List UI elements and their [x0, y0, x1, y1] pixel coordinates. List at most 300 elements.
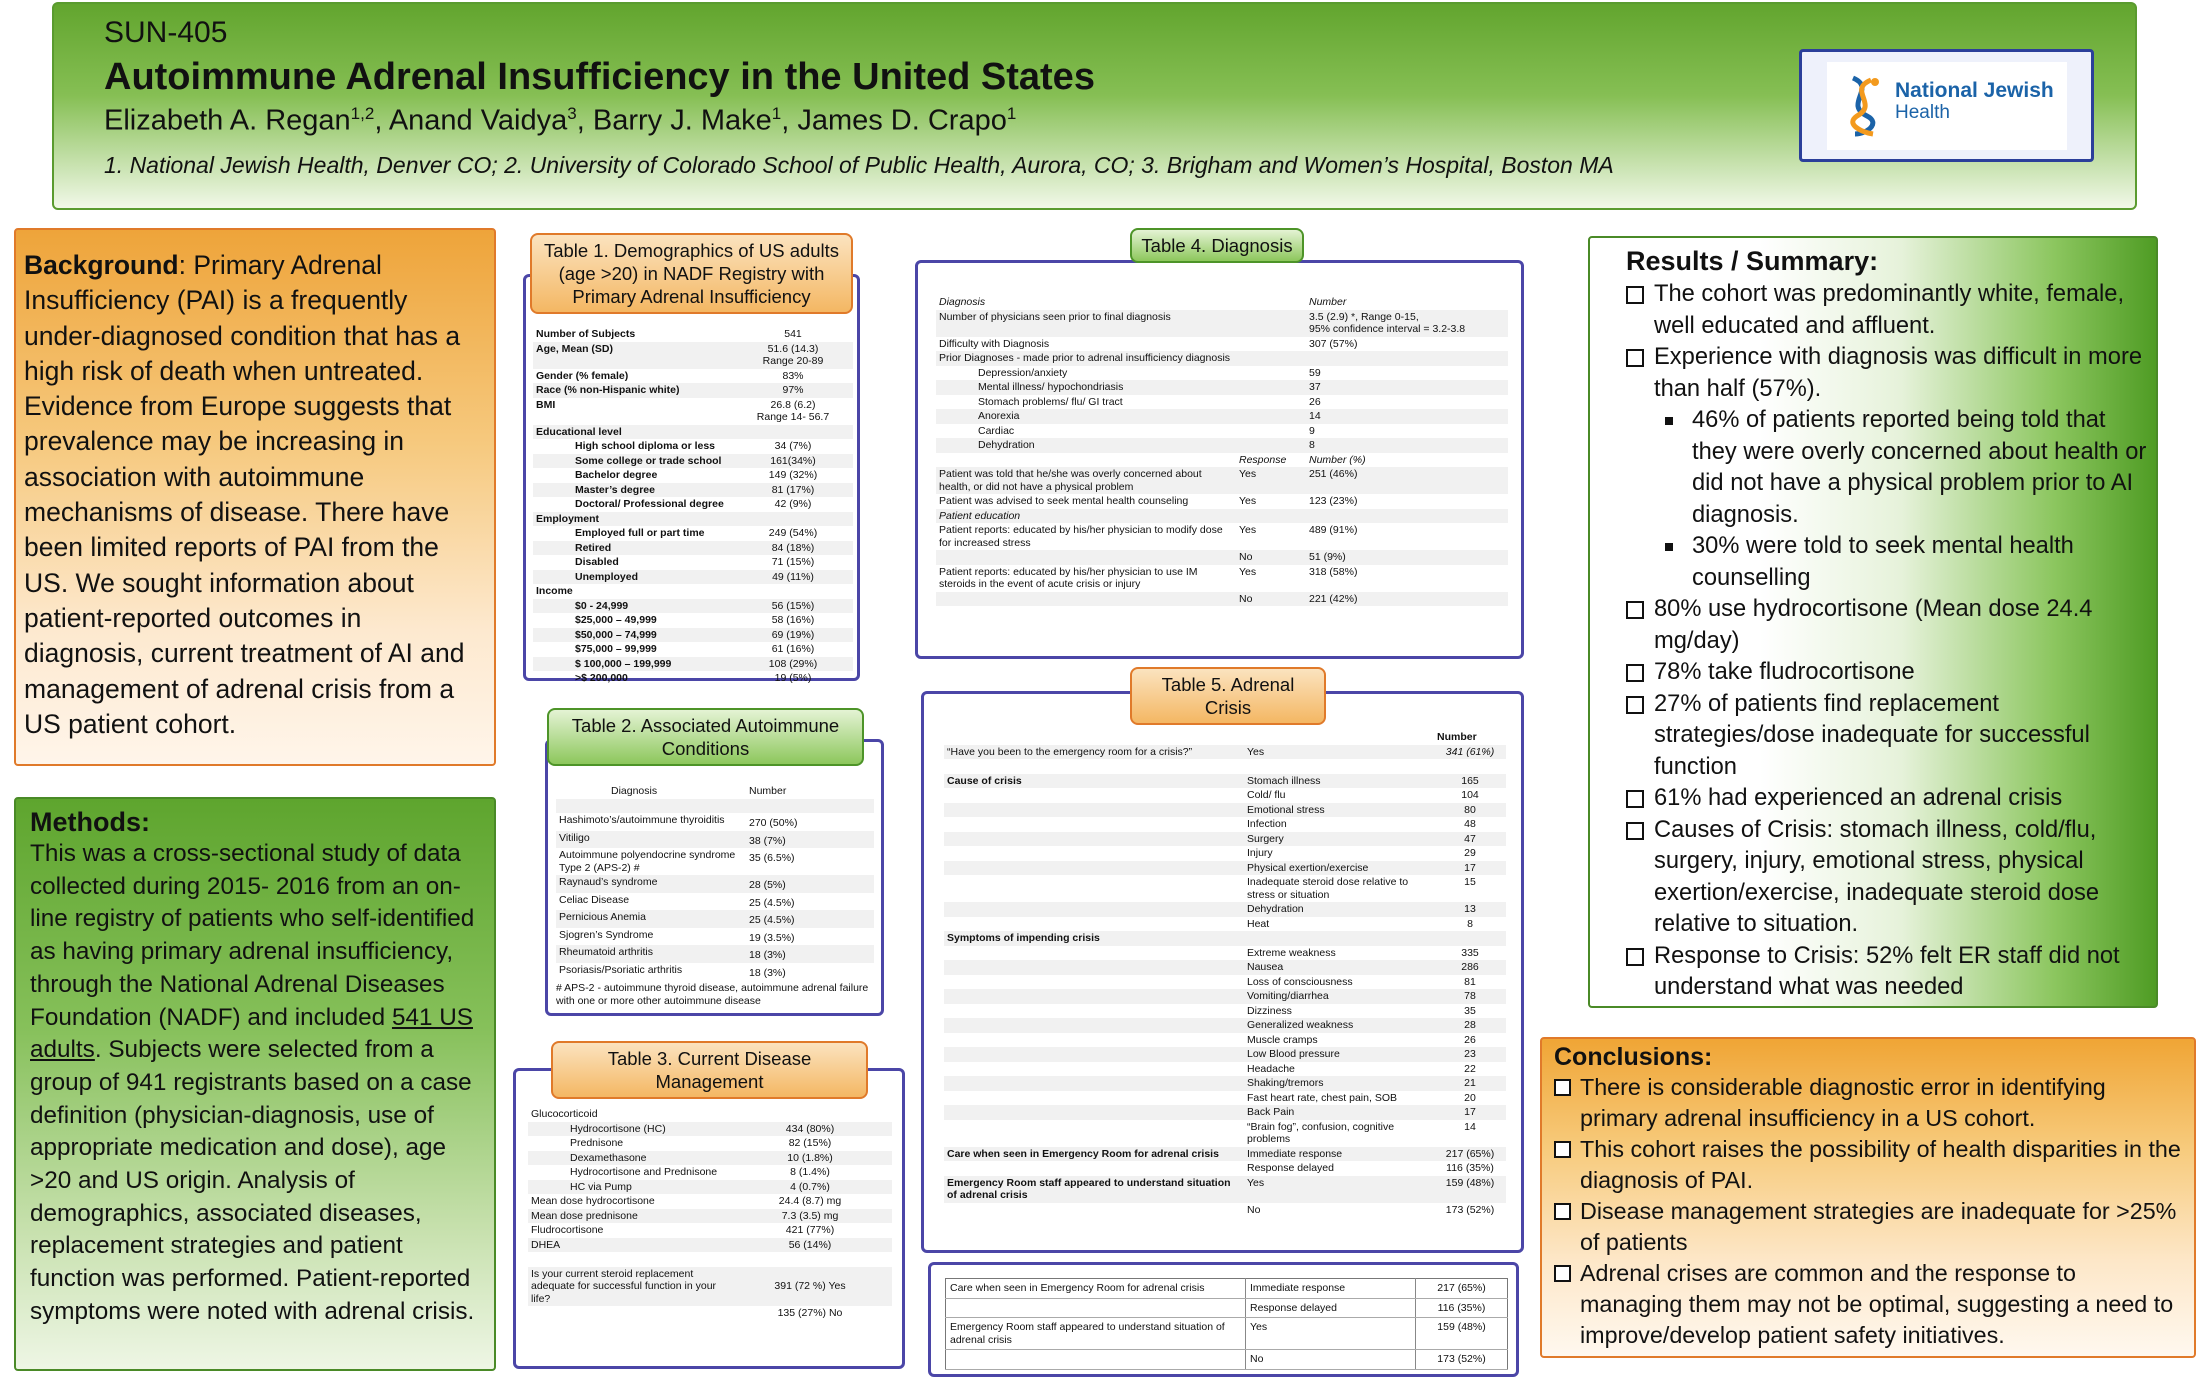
table4-label: Anorexia: [936, 409, 1236, 424]
table-row: [533, 483, 853, 498]
poster-affiliations: 1. National Jewish Health, Denver CO; 2. University of Colorado School of Public Health, Aurora, CO; 3. Brigham and Women’s Hospital, Boston MA: [104, 152, 1614, 178]
table5-response: Vomiting/diarrhea: [1244, 989, 1434, 1004]
table5-value: 13: [1434, 902, 1506, 917]
table1-value: 108 (29%): [733, 657, 853, 672]
table2-value: 38 (7%): [746, 831, 874, 849]
er-summary-value: 217 (65%): [1416, 1279, 1508, 1299]
table3-label: HC via Pump: [528, 1180, 728, 1195]
table5-response: Muscle cramps: [1247, 1033, 1318, 1046]
logo-line2: Health: [1895, 102, 1950, 123]
table-row: [944, 803, 1506, 818]
table-row: [533, 454, 853, 469]
table-row: [533, 327, 853, 342]
table-row: [533, 599, 853, 614]
table-row: [936, 310, 1508, 337]
results-item-text: 27% of patients find replacement strategies/dose inadequate for successful function: [1654, 690, 2090, 780]
table5-response: Yes: [1244, 745, 1434, 760]
methods-text: [30, 838, 480, 1329]
table2-label: Psoriasis/Psoriatic arthritis: [559, 963, 683, 976]
table5-response: Surgery: [1244, 832, 1434, 847]
table1-value: 58 (16%): [771, 614, 815, 626]
table-row: [946, 1350, 1508, 1370]
table4-response: Yes: [1239, 495, 1257, 507]
table-row: [936, 351, 1508, 366]
table5-value: 22: [1464, 1062, 1476, 1075]
background-section: [14, 228, 496, 766]
table5-col-number: Number: [1437, 731, 1477, 743]
table5-value: 165: [1434, 774, 1506, 789]
table1-value: [733, 512, 853, 527]
table3-value: [728, 1107, 892, 1122]
table-row: [936, 550, 1508, 565]
table-row: [556, 848, 874, 875]
table5-label: Symptoms of impending crisis: [944, 931, 1244, 946]
table4-label: [936, 550, 1236, 565]
poster-id: SUN-405: [104, 16, 228, 49]
table5-label: Emergency Room staff appeared to understand situation of adrenal crisis: [944, 1176, 1244, 1203]
table5-value: 15: [1464, 876, 1476, 888]
table4-label: Diagnosis: [939, 296, 986, 308]
table-row: [944, 946, 1506, 961]
background-body: : Primary Adrenal Insufficiency (PAI) is a frequently under-diagnosed condition that has a high risk of death when untreated. Evidence from Europe suggests that prevalence may be increasing in association with autoimmune mechanisms of disease. There have been limited reports of PAI from the US. We sought information about patient-reported outcomes in diagnosis, current treatment of AI and management of adrenal crisis from a US patient cohort.: [24, 250, 465, 739]
table5-label: [944, 788, 1244, 803]
table5-label: [944, 1004, 1244, 1019]
table5-label: [944, 1062, 1244, 1077]
table5-value: 116 (35%): [1446, 1162, 1494, 1174]
table3-label: [528, 1306, 728, 1321]
table5-response: Physical exertion/exercise: [1244, 861, 1434, 876]
table2-col-number: Number: [749, 785, 787, 797]
table2-footnote: # APS-2 - autoimmune thyroid disease, autoimmune adrenal failure with one or more other autoimmune disease: [556, 982, 869, 1007]
table1-label: Retired: [533, 541, 733, 556]
table4-response: Yes: [1239, 565, 1257, 578]
table-row: [533, 628, 853, 643]
table5-response: Immediate response: [1244, 1147, 1434, 1162]
table4-value: [1306, 509, 1508, 524]
table4-response: [1236, 337, 1306, 352]
table1-label: Doctoral/ Professional degree: [575, 498, 724, 510]
table-row: [944, 774, 1506, 789]
table1-label: Master’s degree: [533, 483, 733, 498]
table-row: [528, 1306, 892, 1321]
conclusions-item: [1554, 1134, 2184, 1196]
results-title: Results / Summary:: [1626, 246, 1879, 276]
table1-label: Gender (% female): [536, 369, 629, 382]
table4-value: 37: [1306, 380, 1508, 395]
table3-frame: [513, 1068, 905, 1369]
table5-label: [944, 1203, 1244, 1218]
table-row: [556, 963, 874, 981]
table3-value: 24.4 (8.7) mg: [778, 1195, 842, 1207]
er-summary-label: Care when seen in Emergency Room for adrenal crisis: [946, 1279, 1246, 1299]
table1-value: 81 (17%): [733, 483, 853, 498]
table5-value: 159 (48%): [1434, 1176, 1506, 1203]
er-summary-response: No: [1246, 1350, 1416, 1370]
table4-value: 251 (46%): [1306, 467, 1508, 494]
table-row: [533, 584, 853, 599]
table4-label: Depression/anxiety: [978, 366, 1068, 379]
table4-response: [1236, 351, 1306, 366]
table1-label: $ 100,000 – 199,999: [533, 657, 733, 672]
table4-value: 26: [1309, 395, 1321, 408]
er-summary-value: 173 (52%): [1416, 1350, 1508, 1370]
table5-label: [944, 1091, 1244, 1106]
table-row: [944, 1076, 1506, 1091]
table-row: [528, 1180, 892, 1195]
table-row: [936, 509, 1508, 524]
results-section: [1588, 236, 2158, 1008]
table1-value: 42 (9%): [774, 498, 812, 510]
table1-value: 56 (15%): [733, 599, 853, 614]
checkbox-bullet-icon: [1626, 349, 1644, 367]
methods-section: [14, 797, 496, 1371]
table-row: [936, 424, 1508, 439]
table-row: [533, 526, 853, 541]
table5-response: Response delayed: [1247, 1162, 1334, 1174]
table3-label: Dexamethasone: [528, 1151, 728, 1166]
table3-value: 10 (1.8%): [728, 1151, 892, 1166]
logo-text: [1895, 80, 2054, 124]
table-row: [936, 467, 1508, 494]
table5-response: Extreme weakness: [1247, 946, 1336, 959]
table4-response: [1236, 438, 1306, 453]
table-row: [936, 592, 1508, 607]
table-row: [533, 613, 853, 628]
table3-label: Hydrocortisone and Prednisone: [570, 1166, 718, 1178]
table1-value: 51.6 (14.3) Range 20-89: [733, 342, 853, 369]
table5-value: 81: [1464, 975, 1476, 988]
table-row: [533, 555, 853, 570]
table5-label: [944, 1120, 1244, 1147]
results-item-text: Response to Crisis: 52% felt ER staff did not understand what was needed: [1654, 942, 2120, 1000]
table1-value: 69 (19%): [733, 628, 853, 643]
table1-value: [733, 425, 853, 440]
conclusions-item-text: There is considerable diagnostic error in identifying primary adrenal insufficiency in a US cohort.: [1580, 1074, 2106, 1131]
table5-response: Low Blood pressure: [1244, 1047, 1434, 1062]
table-row: [533, 369, 853, 384]
table1-label: >$ 200,000: [575, 672, 628, 684]
table-row: [944, 1120, 1506, 1147]
table3-label: Mean dose prednisone: [528, 1209, 728, 1224]
table1-label: $75,000 – 99,999: [575, 643, 657, 655]
results-item-text: 46% of patients reported being told that they were overly concerned about health or did not have a physical problem prior to AI diagnosis.: [1692, 407, 2147, 528]
table3-label: Hydrocortisone (HC): [528, 1122, 728, 1137]
table-row: [944, 817, 1506, 832]
table4-value: 307 (57%): [1309, 337, 1358, 350]
er-summary-table: [945, 1278, 1508, 1370]
table4-label: Dehydration: [936, 438, 1236, 453]
table5-label: [944, 917, 1244, 932]
logo-line1: National Jewish: [1895, 79, 2054, 102]
table2-label: Autoimmune polyendocrine syndrome Type 2 (APS-2) #: [559, 849, 736, 874]
checkbox-bullet-icon: [1626, 790, 1644, 808]
table5-response: [1244, 759, 1434, 774]
author-affil: 1,2: [350, 104, 375, 123]
checkbox-bullet-icon: [1626, 822, 1644, 840]
table2-value: 28 (5%): [746, 875, 874, 893]
table1-label: $50,000 – 74,999: [533, 628, 733, 643]
table5-label: Cause of crisis: [944, 774, 1244, 789]
table-row: [944, 1033, 1506, 1048]
table-row: [946, 1298, 1508, 1318]
logo-frame: [1799, 49, 2094, 162]
table1-value: 26.8 (6.2) Range 14- 56.7: [756, 398, 830, 423]
results-item: [1626, 941, 2148, 1004]
table4-label: Patient reports: educated by his/her physician to use IM steroids in the event of acute crisis or injury: [939, 565, 1198, 590]
table4-label: Stomach problems/ flu/ GI tract: [978, 395, 1123, 408]
table-row: [533, 439, 853, 454]
background-label: Background: [24, 250, 179, 280]
table5-value: 48: [1464, 818, 1476, 830]
table1-label: BMI: [536, 398, 556, 411]
table3-label: Mean dose hydrocortisone: [531, 1195, 655, 1207]
table-row: [528, 1223, 892, 1238]
table-row: [936, 565, 1508, 592]
conclusions-item: [1554, 1072, 2184, 1134]
er-summary-response: Immediate response: [1246, 1279, 1416, 1299]
table5-label: [944, 975, 1244, 990]
table-row: [528, 1209, 892, 1224]
table1-label: Age, Mean (SD): [533, 342, 733, 369]
table5-value: 104: [1461, 789, 1479, 801]
table5-value: 8: [1467, 917, 1473, 930]
table3-label: Prednisone: [570, 1137, 624, 1149]
table5-label: [944, 832, 1244, 847]
table5-label: [944, 1161, 1244, 1176]
table5-value: 20: [1464, 1091, 1476, 1104]
results-item: [1626, 815, 2148, 941]
table-row: [944, 917, 1506, 932]
background-text: [24, 248, 486, 742]
results-item: [1626, 594, 2148, 657]
table-row: [944, 875, 1506, 902]
author-name: Elizabeth A. Regan: [104, 104, 351, 137]
table1-label: $0 - 24,999: [533, 599, 733, 614]
table4-response: [1236, 424, 1306, 439]
table4-label: Patient was told that he/she was overly concerned about health, or did not have a physical problem: [936, 467, 1236, 494]
table4-label: Mental illness/ hypochondriasis: [936, 380, 1236, 395]
er-summary-label: [946, 1298, 1246, 1318]
table2-value: 18 (3%): [746, 945, 874, 963]
table5-value: 29: [1464, 847, 1476, 859]
table4-label: Number of physicians seen prior to final diagnosis: [936, 310, 1236, 337]
table2-label: Raynaud’s syndrome: [556, 875, 746, 893]
table5-label: [944, 1076, 1244, 1091]
bullet-square-icon: [1665, 543, 1673, 551]
table1-value: 34 (7%): [774, 440, 812, 452]
table-row: [944, 989, 1506, 1004]
results-item: [1626, 783, 2148, 815]
table4-response: No: [1236, 592, 1306, 607]
table5-label: Care when seen in Emergency Room for adrenal crisis: [944, 1147, 1244, 1162]
results-item: [1626, 342, 2148, 405]
table2-label: Celiac Disease: [559, 893, 630, 906]
conclusions-list: [1554, 1072, 2184, 1351]
checkbox-bullet-icon: [1626, 601, 1644, 619]
table3-value: 135 (27%) No: [777, 1307, 843, 1319]
table2-col-diagnosis: Diagnosis: [611, 785, 658, 797]
table-row: [533, 398, 853, 425]
table4-response: [1236, 366, 1306, 381]
er-summary-label: Emergency Room staff appeared to understand situation of adrenal crisis: [946, 1318, 1246, 1350]
table4-value: Number (%): [1309, 453, 1366, 466]
table-row: [944, 745, 1506, 760]
table-row: [528, 1238, 892, 1253]
conclusions-item-text: This cohort raises the possibility of health disparities in the diagnosis of PAI.: [1580, 1136, 2181, 1193]
table5-value: 173 (52%): [1445, 1203, 1495, 1216]
table5-value: 78: [1434, 989, 1506, 1004]
table-row: [528, 1122, 892, 1137]
table4-value: 14: [1306, 409, 1508, 424]
table-row: [944, 1176, 1506, 1203]
table5-label: “Have you been to the emergency room for a crisis?”: [944, 745, 1244, 760]
results-item-text: The cohort was predominantly white, female, well educated and affluent.: [1654, 281, 2125, 339]
table2-value: 25 (4.5%): [746, 910, 874, 928]
poster-authors: Elizabeth A. Regan$^{1,2}$, Anand Vaidya$^3$, Barry J. Make$^1$, James D. Crapo$^1$: [104, 104, 1017, 137]
table4-value: 9: [1309, 424, 1315, 437]
table5-response: Cold/ flu: [1247, 789, 1286, 801]
table-row: [936, 453, 1508, 468]
table2-label: Pernicious Anemia: [556, 910, 746, 928]
table4-label: Patient was advised to seek mental health counseling: [939, 495, 1189, 507]
table5-label: [944, 960, 1244, 975]
table-row: [936, 395, 1508, 410]
er-summary-response: Response delayed: [1246, 1298, 1416, 1318]
table4-value: [1306, 351, 1508, 366]
table-row: [533, 383, 853, 398]
table3-value: 56 (14%): [728, 1238, 892, 1253]
table3-value: 82 (15%): [788, 1137, 832, 1149]
table2-value: 35 (6.5%): [749, 852, 795, 864]
table5-response: Back Pain: [1244, 1105, 1434, 1120]
table4-response: Yes: [1236, 467, 1306, 494]
table1-value: [733, 584, 853, 599]
table2-value: 25 (4.5%): [749, 896, 795, 909]
er-summary-label: [946, 1350, 1246, 1370]
table-row: [944, 975, 1506, 990]
table1-label: Employment: [533, 512, 733, 527]
results-item: [1626, 689, 2148, 784]
checkbox-bullet-icon: [1554, 1079, 1571, 1096]
table5: [944, 730, 1506, 1217]
table-row: [944, 1018, 1506, 1033]
table5-response: “Brain fog”, confusion, cognitive problems: [1247, 1120, 1395, 1145]
table-row: [944, 1062, 1506, 1077]
table3-label: Glucocorticoid: [531, 1108, 598, 1120]
table4-value: 221 (42%): [1306, 592, 1508, 607]
table1-value: 97%: [733, 383, 853, 398]
table1-value: 541: [784, 328, 802, 340]
table2-label: Vitiligo: [556, 831, 746, 849]
table-row: [944, 1161, 1506, 1176]
table5-value: 14: [1464, 1120, 1476, 1133]
table4-value: 3.5 (2.9) *, Range 0-15, 95% confidence interval = 3.2-3.8: [1306, 310, 1508, 337]
table5-label: [944, 817, 1244, 832]
table-row: [528, 1107, 892, 1122]
results-item-text: 61% had experienced an adrenal crisis: [1654, 785, 2063, 811]
author-name: Barry J. Make: [592, 104, 772, 137]
table4-response: [1236, 509, 1306, 524]
table-row: [533, 671, 853, 686]
table-row: [528, 1165, 892, 1180]
table4-label: Cardiac: [978, 424, 1015, 437]
methods-body-2: . Subjects were selected from a group of 941 registrants based on a case definition (physician-diagnosis, use of appropriate medication and dose), age >20 and US origin. Analysis of demographics, associated diseases, replacement strategies and patient function was performed. Patient-reported symptoms were noted with adrenal crisis.: [30, 1036, 475, 1325]
table1-value: 61 (16%): [771, 643, 815, 655]
table5-label: [944, 875, 1244, 902]
table5-response: Fast heart rate, chest pain, SOB: [1247, 1091, 1397, 1104]
table5-response: Dizziness: [1247, 1004, 1292, 1017]
table1-label: Educational level: [533, 425, 733, 440]
table-row: [936, 523, 1508, 550]
table-row: [944, 788, 1506, 803]
table-row: [946, 1279, 1508, 1299]
checkbox-bullet-icon: [1554, 1265, 1571, 1282]
table-row: [533, 570, 853, 585]
table5-label: [944, 902, 1244, 917]
table5-value: 47: [1434, 832, 1506, 847]
results-list: [1626, 279, 2148, 1004]
table1-label: $25,000 – 49,999: [575, 614, 657, 626]
table5-response: Inadequate steroid dose relative to stress or situation: [1247, 876, 1409, 901]
table1-label: Unemployed: [533, 570, 733, 585]
table5-label: [944, 1047, 1244, 1062]
bullet-square-icon: [1665, 417, 1673, 425]
er-summary-response: Yes: [1246, 1318, 1416, 1350]
table-row: [533, 425, 853, 440]
table4-label: Prior Diagnoses - made prior to adrenal insufficiency diagnosis: [936, 351, 1236, 366]
table5-value: 335: [1461, 946, 1479, 959]
methods-body-1: This was a cross-sectional study of data collected during 2015- 2016 from an on-line registry of patients who self-identified as having primary adrenal insufficiency, through the National Adrenal Diseases Foundation (NADF) and included: [30, 840, 475, 1031]
table-row: [528, 1252, 892, 1267]
table4-response: Response: [1239, 453, 1287, 466]
table5-label: [944, 759, 1244, 774]
table4-title: Table 4. Diagnosis: [1130, 228, 1304, 263]
table5-response: Generalized weakness: [1244, 1018, 1434, 1033]
results-item-text: Experience with diagnosis was difficult in more than half (57%).: [1654, 344, 2143, 402]
table-row: [944, 1047, 1506, 1062]
table-row: [533, 342, 853, 369]
er-summary-value: 159 (48%): [1416, 1318, 1508, 1350]
table3-value: 434 (80%): [728, 1122, 892, 1137]
table5-value: 80: [1434, 803, 1506, 818]
table2-title: Table 2. Associated Autoimmune Conditions: [547, 708, 864, 766]
table5-response: Dehydration: [1244, 902, 1434, 917]
table1-label: Bachelor degree: [575, 469, 658, 481]
author-name: Anand Vaidya: [388, 104, 568, 137]
conclusions-item-text: Disease management strategies are inadequate for >25% of patients: [1580, 1198, 2177, 1255]
table3-title: Table 3. Current Disease Management: [551, 1041, 868, 1099]
table3-label: [528, 1252, 728, 1267]
conclusions-item-text: Adrenal crises are common and the response to managing them may not be optimal, suggesting a need to improve/develop patient safety initiatives.: [1580, 1260, 2174, 1348]
table-row: [946, 1318, 1508, 1350]
table2-label: Sjogren’s Syndrome: [559, 928, 654, 941]
table4-response: No: [1236, 550, 1306, 565]
table3-value: 4 (0.7%): [728, 1180, 892, 1195]
table1-title: Table 1. Demographics of US adults (age >20) in NADF Registry with Primary Adrenal Insufficiency: [530, 233, 853, 314]
table4-label: Patient reports: educated by his/her physician to modify dose for increased stress: [939, 524, 1223, 549]
table3-value: 421 (77%): [785, 1224, 835, 1236]
table1-value: 161(34%): [733, 454, 853, 469]
conclusions-title: Conclusions:: [1554, 1043, 1713, 1071]
table4-value: 51 (9%): [1306, 550, 1508, 565]
table1-frame: [523, 274, 860, 684]
table5-title: Table 5. Adrenal Crisis: [1130, 667, 1326, 725]
conclusions-item: [1554, 1196, 2184, 1258]
results-item: [1626, 657, 2148, 689]
table5-value: 28: [1434, 1018, 1506, 1033]
table-row: [944, 1147, 1506, 1162]
table4-label: [936, 453, 1236, 468]
